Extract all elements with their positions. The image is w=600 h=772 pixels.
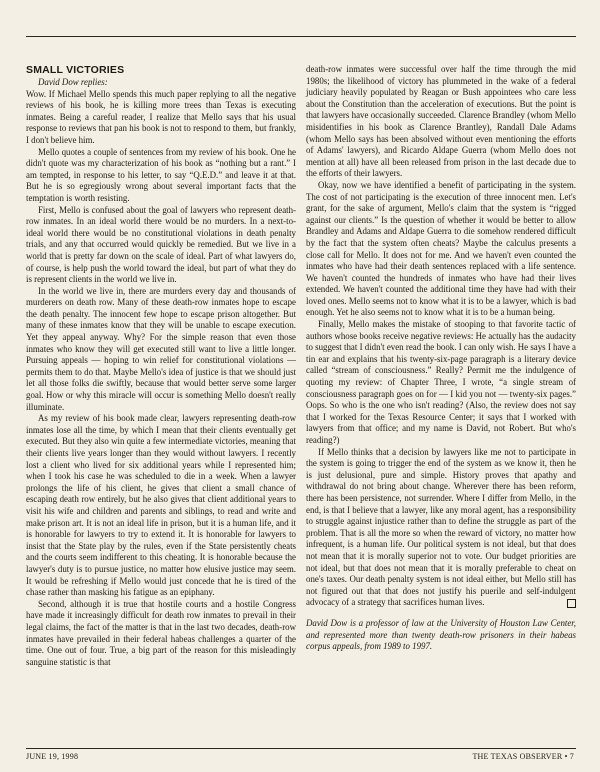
footer-publication: THE TEXAS OBSERVER • 7 — [472, 752, 574, 761]
paragraph: Wow. If Michael Mello spends this much paper replying to all the negative reviews of his book, he is killing more trees than Texas is executing inmates. Being a careful reader, I realize that Mello says that his usual response to reviews that pan his book is not to respond to them, but frankly, I don't believe him. — [26, 88, 296, 145]
paragraph: As my review of his book made clear, lawyers representing death-row inmates lose all the time, by which I mean that their clients eventually get executed. But they also win quite a few intermediate victories, meaning that their clients live years longer than they would without lawyers. I recently lost a client who lived for six additional years while I represented him; when I took his case he was scheduled to die in a week. When a lawyer prolongs the life of his client, he gives that client a small chance of escaping death row entirely, but he also gives that client additional years to visit his wife and children and parents and siblings, to read and write and make prison art. It is not an ideal life in prison, but it is a human life, and it is honorable for lawyers to try to extend it. It is honorable for lawyers to insist that the State play by the rules, even if the State persistently cheats and the courts seem indifferent to this cheating. It is honorable because the lawyer's duty is to pursue justice, no matter how elusive justice may seem. It would be refreshing if Mello would just concede that he is tired of the chase rather than masking his fatigue as an epiphany. — [26, 413, 296, 598]
article-heading: SMALL VICTORIES — [26, 64, 125, 76]
top-rule — [26, 36, 576, 37]
footer-date: JUNE 19, 1998 — [26, 752, 79, 761]
paragraph-text: If Mello thinks that a decision by lawyers like me not to participate in the system is going to trigger the end of the system as we know it, then he is just delusional, pure and simple. History proves that apathy and withdrawal do not bring about change. Wherever there has been reform, there has been persistence, not surrender. Where I differ from Mello, in the end, is that I believe that a lawyer, like any moral agent, has a responsibility to struggle against injustice rather than to define the struggle as part of the problem. That is all the more so when the reward of victory, no matter how infrequent, is a human life. Our political system is not ideal, but that does not mean that it is morally superior not to vote. Our budget priorities are not ideal, but that does not mean that it is morally preferable to cheat on one's taxes. Our death penalty system is not ideal either, but Mello still has not figured out that that does not justify his puerile and self-indulgent advocacy of a strategy that sacrifices human lives. — [306, 446, 576, 608]
left-column — [26, 64, 296, 668]
paragraph: Mello quotes a couple of sentences from my review of his book. One he didn't quote was my characterization of his book as “nothing but a rant.” I am tempted, in response to his letter, to say “Q.E.D.” and leave it at that. But he is so egregiously wrong about several important facts that the temptation is worth resisting. — [26, 146, 296, 203]
paragraph: In the world we live in, there are murders every day and thousands of murderers on death row. Many of these death-row inmates hope to escape the death penalty. The innocent few hope to escape prison altogether. But many of these inmates know that they will be unable to escape execution. Yet they appeal anyway. Why? For the simple reason that even those inmates who know they will get executed still want to live a little longer. Pursuing appeals — hoping to win relief for constitutional violations — permits them to do that. Maybe Mello's idea of justice is that we should just let all those folks die swiftly, because that would better serve some larger goal. How or why this miracle will occur is something Mello doesn't really illuminate. — [26, 285, 296, 412]
right-column — [306, 64, 576, 653]
author-bio: David Dow is a professor of law at the University of Houston Law Center, and represented more than twenty death-row prisoners in their habeas corpus appeals, from 1989 to 1997. — [306, 617, 576, 652]
end-of-article-mark — [567, 599, 576, 608]
paragraph: death-row inmates were successful over half the time through the mid 1980s; the likelihood of victory has plummeted in the wake of a federal judiciary heavily populated by Reagan or Bush appointees who care less about the Constitution than the acceleration of executions. But the point is that lawyers have occasionally succeeded. Clarence Brandley (whom Mello misidentifies in his book as Clarence Brantley), Randall Dale Adams (whom Mello says has been absolved without even mentioning the efforts of Adams' lawyers), and Ricardo Aldape Guerra (whom Mello does not mention at all) have all been released from prison in the last decade due to the efforts of their lawyers. — [306, 64, 576, 179]
paragraph: Okay, now we have identified a benefit of participating in the system. The cost of not participating is the execution of three innocent men. Let's grant, for the sake of argument, Mello's claim that the system is “rigged against our clients.” Is the question of whether it would be better to allow Brandley and Adams and Aldape Guerra to die somehow rendered difficult by the fact that the system often cheats? Maybe the calculus presents a close call for Mello. It does not for me. And we haven't even counted the inmates who have had their death sentences replaced with a life sentence. We haven't counted the hundreds of inmates who have had their lives extended. We haven't counted the additional time they have had with their loved ones. Mello seems not to know what it is to be a lawyer, which is bad enough. Yet he also seems not to know what it is to be a human being. — [306, 179, 576, 318]
paragraph: Finally, Mello makes the mistake of stooping to that favorite tactic of authors whose books receive negative reviews: He actually has the audacity to suggest that I didn't even read the book. I can only wish. He says I have a tin ear and explains that his twenty-six-page paragraph is a literary device called “stream of consciousness.” Really? Permit me the indulgence of quoting my review: of Chapter Three, I wrote, “a single stream of consciousness paragraph goes on for — I kid you not — twenty-six pages.” Oops. So who is the one who isn't reading? (Also, the review does not say that I worked for the Texas Resource Center; it says that I worked with lawyers from that office; and my name is David, not Robert. But who's reading?) — [306, 319, 576, 445]
byline: David Dow replies: — [38, 77, 108, 87]
paragraph: First, Mello is confused about the goal of lawyers who represent death-row inmates. In an ideal world there would be no murders. In a next-to-ideal world there would be no constitutional violations in death penalty trials, and any that occurred would quickly be remedied. But we live in a world that is pretty far down on the scale of ideal. Part of what lawyers do, of course, is help push the world toward the ideal, but part of what they do is represent clients in the world we live in. — [26, 204, 296, 285]
bottom-rule — [26, 748, 576, 749]
paragraph-final — [306, 447, 576, 609]
paragraph: Second, although it is true that hostile courts and a hostile Congress have made it increasingly difficult for death row inmates to prevail in their legal claims, the fact of the matter is that in the last two decades, death-row inmates have prevailed in their federal habeas challenges a quarter of the time. One out of four. True, a big part of the reason for this misleadingly sanguine statistic is that — [26, 598, 296, 667]
